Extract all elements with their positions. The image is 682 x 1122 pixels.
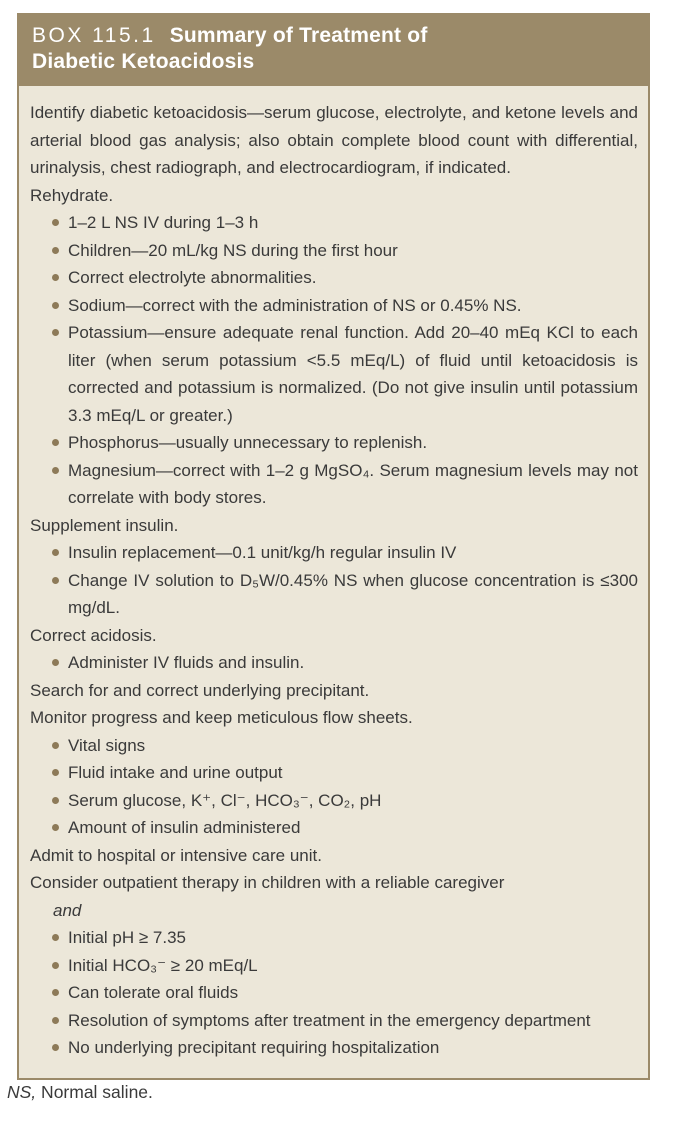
bullet-icon [52,824,59,831]
bullet-icon [52,329,59,336]
bullet-icon [52,934,59,941]
connector-word: and [53,900,82,920]
bullet-text: Initial HCO₃⁻ ≥ 20 mEq/L [68,955,258,975]
bullet-item [30,649,638,677]
content-paragraph: Admit to hospital or intensive care unit. [30,845,322,865]
bullet-text: 1–2 L NS IV during 1–3 h [68,213,259,232]
content-paragraph: Rehydrate. [30,185,114,205]
bullet-icon [52,439,59,446]
bullet-icon [52,1044,59,1051]
bullet-icon [52,742,59,749]
bullet-text: Can tolerate oral fluids [68,983,239,1002]
box-header [17,13,650,86]
bullet-item [30,264,638,292]
box-number-label: BOX 115.1 [32,24,156,47]
bullet-text: Fluid intake and urine output [68,763,283,782]
bullet-item [30,209,638,237]
footnote-abbreviation: NS, [7,1082,37,1102]
bullet-icon [52,659,59,666]
bullet-icon [52,577,59,584]
content-paragraph: Correct acidosis. [30,625,157,645]
bullet-icon [52,302,59,309]
bullet-text: Amount of insulin administered [68,818,301,837]
bullet-text: Administer IV fluids and insulin. [68,653,305,672]
treatment-summary-box [17,13,650,1080]
bullet-icon [52,769,59,776]
bullet-item [30,1034,638,1062]
bullet-icon [52,1017,59,1024]
bullet-item [30,567,638,622]
bullet-text: Resolution of symptoms after treatment in the emergency department [68,1010,591,1030]
bullet-text: Serum glucose, K⁺, Cl⁻, HCO₃⁻, CO₂, pH [68,790,382,810]
bullet-item [30,429,638,457]
bullet-icon [52,797,59,804]
bullet-text: Correct electrolyte abnormalities. [68,268,317,287]
bullet-item [30,952,638,980]
bullet-item [30,787,638,815]
box-title-line1: Summary of Treatment of [169,24,428,47]
content-paragraph: Search for and correct underlying precipitant. [30,680,370,700]
bullet-item [30,732,638,760]
bullet-text: Insulin replacement—0.1 unit/kg/h regular insulin IV [68,543,457,562]
bullet-icon [52,549,59,556]
bullet-icon [52,989,59,996]
bullet-icon [52,247,59,254]
footnote [7,1082,153,1103]
bullet-text: Sodium—correct with the administration of NS or 0.45% NS. [68,295,522,315]
box-title-line2: Diabetic Ketoacidosis [32,50,255,73]
bullet-text: Change IV solution to D₅W/0.45% NS when glucose concentration is ≤300 mg/dL. [68,570,638,617]
bullet-text: Magnesium—correct with 1–2 g MgSO₄. Serum magnesium levels may not correlate with body stores. [68,460,638,507]
bullet-icon [52,219,59,226]
bullet-item [30,319,638,429]
bullet-text: Vital signs [68,735,146,755]
bullet-text: Children—20 mL/kg NS during the first hour [68,240,398,260]
bullet-text: No underlying precipitant requiring hospitalization [68,1038,440,1057]
box-body [17,86,650,1080]
bullet-item [30,539,638,567]
bullet-icon [52,962,59,969]
content-paragraph: Monitor progress and keep meticulous flow sheets. [30,708,413,727]
bullet-item [30,457,638,512]
content-paragraph: Consider outpatient therapy in children with a reliable caregiver [30,873,505,892]
bullet-item [30,979,638,1007]
bullet-text: Potassium—ensure adequate renal function. Add 20–40 mEq KCl to each liter (when serum potassium <5.5 mEq/L) of fluid until ketoacidosis is corrected and potassium is normalized. (Do not give insulin until potassium 3.3 mEq/L or greater.) [68,323,638,425]
bullet-icon [52,467,59,474]
footnote-text: Normal saline. [36,1082,153,1102]
bullet-item [30,292,638,320]
bullet-item [30,814,638,842]
content-paragraph: Supplement insulin. [30,515,179,535]
content-paragraph: Identify diabetic ketoacidosis—serum glucose, electrolyte, and ketone levels and arterial blood gas analysis; also obtain complete blood count with differential, urinalysis, chest radiograph, and electrocardiogram, if indicated. [30,103,638,177]
bullet-text: Initial pH ≥ 7.35 [68,928,187,947]
bullet-item [30,924,638,952]
bullet-item [30,1007,638,1035]
bullet-icon [52,274,59,281]
bullet-item [30,237,638,265]
bullet-item [30,759,638,787]
bullet-text: Phosphorus—usually unnecessary to replenish. [68,433,428,452]
